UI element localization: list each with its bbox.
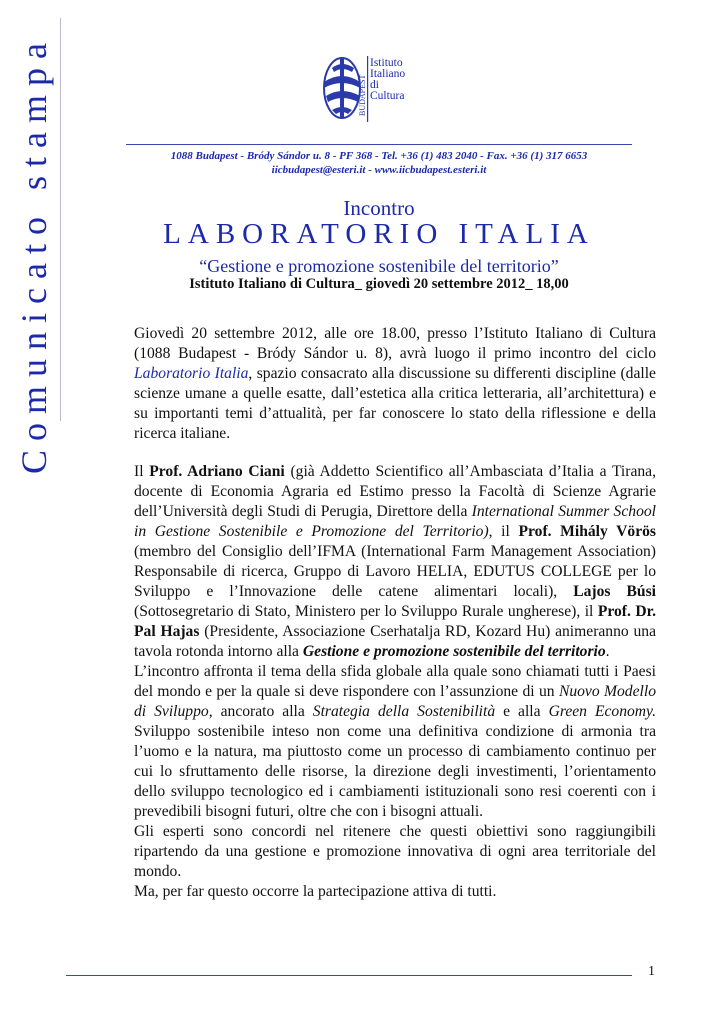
- address-line: 1088 Budapest - Bródy Sándor u. 8 - PF 368 - Tel. +36 (1) 483 2040 - Fax. +36 (1) 317 6653: [170, 150, 588, 162]
- paragraph-speakers: [134, 462, 656, 902]
- text: , spazio consacrato alla discussione su differenti discipline (dalle scienze umane a quelle esatte, dall’estetica alla critica letteraria, all’architettura) e su importanti temi d’attualità, per far conoscere lo stato della riflessione e della ricerca italiane.: [134, 365, 656, 442]
- topic-text: Gestione e promozione sostenibile del territorio: [302, 643, 606, 660]
- side-title-text: Comunicato stampa: [14, 34, 54, 474]
- side-title: [14, 14, 54, 474]
- text: , ancorato alla: [208, 703, 313, 720]
- paragraph-theme: [134, 662, 656, 822]
- logo-vertical-text: BUDAPEST: [358, 74, 367, 116]
- side-divider: [60, 18, 61, 421]
- text: L’incontro affronta il tema della sfida globale alla quale sono chiamati tutti i Paesi del mondo e per la quale si deve rispondere con l’assunzione di un: [134, 663, 656, 700]
- speaker-name: Prof. Mihály Vörös: [518, 523, 656, 540]
- cycle-link: Laboratorio Italia: [134, 365, 249, 382]
- italic-text: International Summer School in Gestione Sostenibile e Promozione del Territorio): [134, 503, 656, 540]
- text: , il: [488, 523, 519, 540]
- text: e alla: [495, 703, 549, 720]
- event-kicker: Incontro: [343, 196, 415, 220]
- paragraph-closing: Ma, per far questo occorre la partecipazione attiva di tutti.: [134, 883, 497, 900]
- globe-icon: [324, 58, 360, 118]
- event-subtitle: “Gestione e promozione sostenibile del territorio”: [199, 256, 559, 276]
- logo-line: Cultura: [370, 90, 405, 102]
- italic-text: Nuovo Modello di Sviluppo: [134, 683, 656, 720]
- text: (membro del Consiglio dell’IFMA (International Farm Management Association) Responsabile di ricerca, Gruppo di Lavoro HELIA, EDUTUS COLLEGE per lo Sviluppo e l’Innovazione delle catene alimentari locali),: [134, 543, 656, 600]
- italic-text: Green Economy.: [548, 703, 657, 720]
- text: (già Addetto Scientifico all’Ambasciata d’Italia a Tirana, docente di Economia Agraria ed Estimo presso la Facoltà di Scienze Agrarie dell’Università degli Studi di Perugia, Direttore della: [134, 463, 656, 520]
- text: Sviluppo sostenibile inteso non come una definitiva condizione di armonia tra l’uomo e la natura, ma piuttosto come un processo di cambiamento continuo per cui lo sfruttamento delle risorse, la direzione degli investimenti, l’orientamento dello sviluppo tecnologico ed i cambiamenti istituzionali sono resi coerenti con i prevedibili bisogni futuri, oltre che con i bisogni attuali.: [134, 723, 656, 820]
- contacts-line: iicbudapest@esteri.it - www.iicbudapest.esteri.it: [271, 164, 487, 176]
- speaker-name: Lajos Búsi: [573, 583, 656, 600]
- paragraph-intro: [134, 324, 656, 444]
- text: .: [605, 643, 610, 660]
- text: Giovedì 20 settembre 2012, alle ore 18.00, presso l’Istituto Italiano di Cultura (1088 Budapest - Bródy Sándor u. 8), avrà luogo il primo incontro del ciclo: [134, 325, 656, 362]
- event-title: LABORATORIO ITALIA: [163, 218, 595, 250]
- italic-text: Strategia della Sostenibilità: [312, 703, 496, 720]
- page-number: 1: [648, 964, 655, 979]
- paragraph-experts: Gli esperti sono concordi nel ritenere che questi obiettivi sono raggiungibili ripartendo da una gestione e promozione innovativa di ogni area territoriale del mondo.: [134, 823, 656, 880]
- speaker-name: Prof. Dr. Pal Hajas: [134, 603, 656, 640]
- logo-text: [370, 58, 405, 102]
- text: (Presidente, Associazione Cserhatalja RD, Kozard Hu) animeranno una tavola rotonda intorno alla: [134, 623, 656, 660]
- footer-divider: [66, 975, 632, 976]
- logo-line: Italiano: [370, 68, 406, 80]
- text: Il: [134, 463, 150, 480]
- logo-line: di: [370, 79, 379, 91]
- logo-line: Istituto: [370, 57, 403, 69]
- header-divider: [126, 144, 632, 145]
- speaker-name: Prof. Adriano Ciani: [149, 463, 285, 480]
- text: (Sottosegretario di Stato, Ministero per lo Sviluppo Rurale ungherese), il: [134, 603, 598, 620]
- event-info: Istituto Italiano di Cultura_ giovedì 20 settembre 2012_ 18,00: [189, 276, 569, 292]
